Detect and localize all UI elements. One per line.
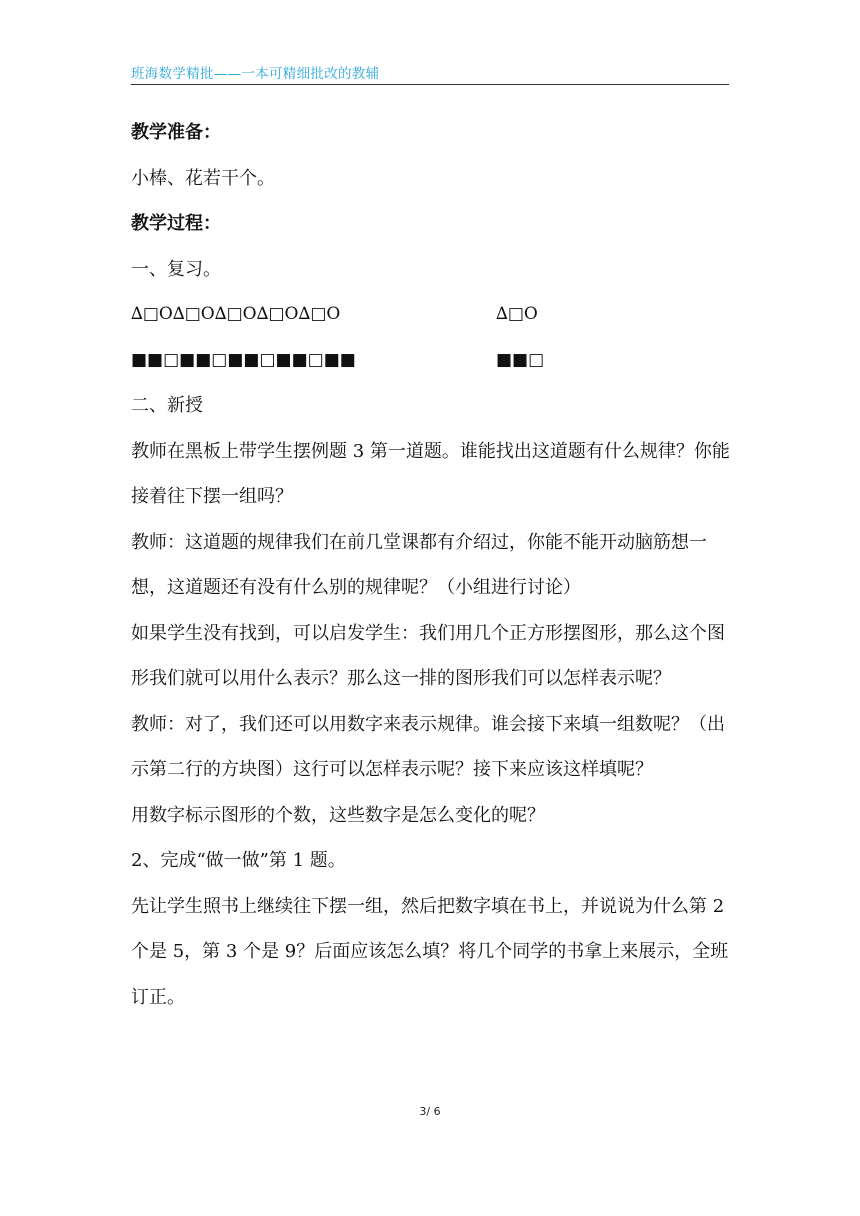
paragraph-2: 教师：这道题的规律我们在前几堂课都有介绍过，你能不能开动脑筋想一想，这道题还有没有什么别的规律呢？（小组进行讨论） [131,531,707,598]
shape-pattern-row-2 [131,338,731,384]
paragraph-5: 用数字标示图形的个数，这些数字是怎么变化的呢？ [131,804,545,826]
paragraph-1: 教师在黑板上带学生摆例题 3 第一道题。谁能找出这道题有什么规律？你能接着往下摆一组吗？ [131,440,730,507]
section-heading-process: 教学过程： [131,213,221,234]
paragraph-7: 先让学生照书上继续往下摆一组，然后把数字填在书上，并说说为什么第 2 个是 5，第 3 个是 9？后面应该怎么填？将几个同学的书拿上来展示，全班订正。 [131,895,729,1008]
shape-pattern-row-1 [131,292,731,338]
preparation-text: 小棒、花若干个。 [131,167,275,189]
paragraph-3: 如果学生没有找到，可以启发学生：我们用几个正方形摆图形，那么这个图形我们就可以用什么表示？那么这一排的图形我们可以怎样表示呢？ [131,622,725,689]
square-sequence: ■■□■■□■■□■■□■■ [131,349,356,370]
document-body [131,110,731,1020]
shape-sequence: ∆□O∆□O∆□O∆□O∆□O [131,304,341,324]
paragraph-4: 教师：对了，我们还可以用数字来表示规律。谁会接下来填一组数呢？（出示第二行的方块图）这行可以怎样表示呢？接下来应该这样填呢？ [131,713,725,780]
header-title: 班海数学精批——一本可精细批改的教辅 [131,66,380,82]
square-sequence-continuation: ■■□ [496,349,545,370]
page-header [131,62,729,85]
page-number: 3/ 6 [419,1105,441,1118]
paragraph-6: 2、完成“做一做”第 1 题。 [131,850,346,871]
new-lesson-heading: 二、新授 [131,395,203,416]
section-heading-preparation: 教学准备： [131,122,221,143]
review-heading: 一、复习。 [131,258,221,280]
shape-sequence-continuation: ∆□O [496,304,538,324]
